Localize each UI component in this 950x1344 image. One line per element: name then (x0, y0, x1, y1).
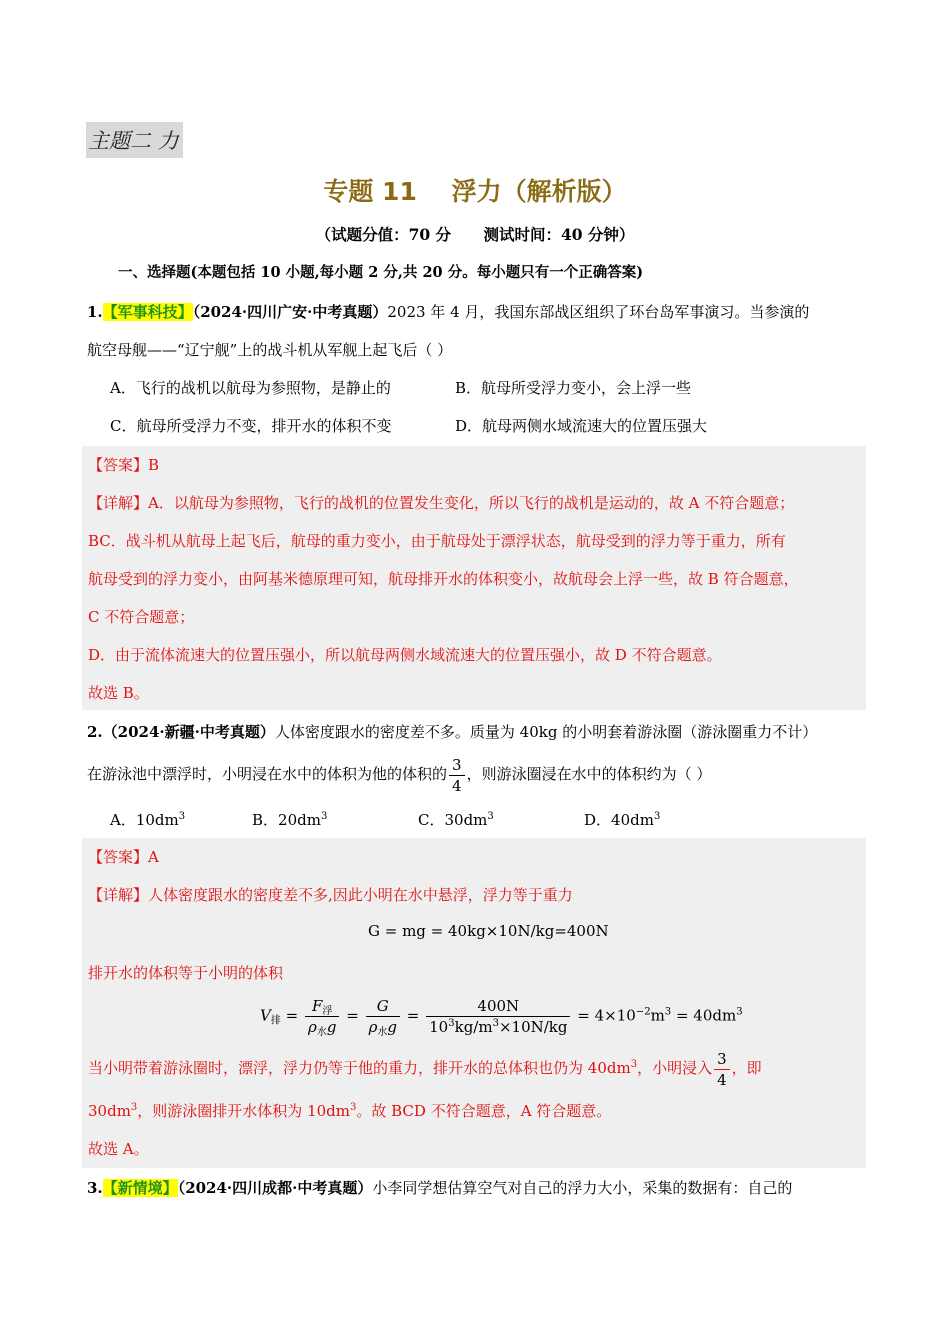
detail-4a-exp: 3 (130, 1102, 138, 1113)
question-1-detail-label: 【详解】 (88, 494, 149, 512)
question-2-detail-label: 【详解】 (88, 886, 149, 904)
detail-3b: ，小明浸入 (637, 1059, 713, 1077)
question-1-detail-4: C 不符合题意； (88, 608, 195, 626)
question-2-text-2b: ，则游泳圈浸在水中的体积约为（ ） (466, 765, 712, 783)
den-g: ×10N/kg (498, 1018, 568, 1036)
question-2-answer (88, 838, 159, 876)
result-1: = 4×10 (577, 1006, 636, 1025)
question-2-answer-value: A (148, 848, 159, 866)
question-1-detail-6: 故选 B。 (88, 684, 149, 702)
option-a-text: A．10dm (110, 811, 179, 829)
question-2-detail-5: 故选 A。 (88, 1140, 149, 1158)
question-2-answer-block (82, 838, 866, 1168)
detail-4b: ，则游泳圈排开水体积为 10dm (137, 1102, 350, 1120)
force-symbol: F (311, 997, 323, 1015)
question-3-text-1: 小李同学想估算空气对自己的浮力大小，采集的数据有：自己的 (372, 1179, 793, 1197)
question-2-detail-text-1: 人体密度跟水的密度差不多,因此小明在水中悬浮，浮力等于重力 (148, 886, 573, 904)
force-subscript: 浮 (322, 1006, 333, 1017)
question-2-detail-4 (88, 1092, 611, 1130)
question-1-detail-1 (88, 484, 794, 522)
question-1-detail-text-1: A．以航母为参照物，飞行的战机的位置发生变化，所以飞行的战机是运动的，故 A 不符合题意； (148, 494, 795, 512)
page-title: 专题 11 浮力（解析版） (323, 177, 627, 206)
question-1-number: 1. (87, 303, 103, 321)
question-2-option-b (252, 802, 327, 838)
question-2-option-c (418, 802, 494, 838)
formula-volume (260, 996, 743, 1037)
question-3-source: （2024·四川成都·中考真题） (177, 1179, 373, 1197)
option-c-exponent: 3 (487, 811, 494, 822)
detail-4b-exp: 3 (349, 1102, 357, 1113)
option-a-exponent: 3 (178, 811, 186, 822)
den-unit: kg/m (454, 1018, 493, 1036)
question-1-answer (88, 446, 159, 484)
detail-fraction-denominator: 4 (717, 1070, 727, 1089)
section-heading: 一、选择题(本题包括 10 小题,每小题 2 分,共 20 分。每小题只有一个正确答案) (118, 264, 644, 281)
question-2-text-2a: 在游泳池中漂浮时，小明浸在水中的体积为他的体积的 (87, 765, 448, 783)
question-2-option-a (110, 802, 185, 838)
detail-4c: 。故 BCD 不符合题意，A 符合题意。 (356, 1102, 612, 1120)
question-1-answer-label: 【答案】 (88, 456, 149, 474)
option-d-text: D．40dm (584, 811, 654, 829)
equals-1: = (285, 1006, 299, 1025)
question-1-detail-2: BC．战斗机从航母上起飞后，航母的重力变小，由于航母处于漂浮状态，航母受到的浮力等于重力，所有 (88, 532, 786, 550)
density-symbol-2: ρ (368, 1018, 378, 1036)
option-d-exponent: 3 (653, 811, 661, 822)
question-1-option-d: D．航母两侧水域流速大的位置压强大 (455, 417, 708, 435)
g-symbol-2: g (387, 1018, 397, 1036)
detail-fraction-numerator: 3 (714, 1049, 730, 1070)
option-c-text: C．30dm (418, 811, 488, 829)
density-symbol: ρ (307, 1018, 317, 1036)
question-2-text-1: 人体密度跟水的密度差不多。质量为 40kg 的小明套着游泳圈（游泳圈重力不计） (274, 723, 818, 741)
fraction-buoyancy (305, 996, 339, 1037)
question-2-line-1 (87, 714, 817, 750)
question-1-option-a: A．飞行的战机以航母为参照物，是静止的 (110, 379, 391, 397)
gravity-symbol: G (376, 997, 389, 1015)
question-1-option-c: C．航母所受浮力不变，排开水的体积不变 (110, 417, 392, 435)
question-1-detail-5: D．由于流体流速大的位置压强小，所以航母两侧水域流速大的位置压强小，故 D 不符合题意。 (88, 646, 722, 664)
option-b-text: B．20dm (252, 811, 321, 829)
question-1-line-1 (87, 294, 809, 330)
formula-gravity: G = mg = 40kg×10N/kg=400N (368, 922, 609, 940)
volume-subscript: 排 (270, 1015, 281, 1027)
question-3-tag: 【新情境】 (102, 1179, 178, 1197)
question-1-text-1: 2023 年 4 月，我国东部战区组织了环台岛军事演习。当参演的 (387, 303, 810, 321)
result-2: = 40dm (671, 1006, 737, 1025)
question-1-answer-value: B (148, 456, 160, 474)
volume-symbol: V (260, 1006, 271, 1025)
question-2-option-d (584, 802, 660, 838)
theme-heading: 主题二 力 (86, 122, 183, 158)
detail-3a: 当小明带着游泳圈时，漂浮，浮力仍等于他的重力，排开水的总体积也仍为 40dm (88, 1059, 631, 1077)
equals-3: = (406, 1006, 420, 1025)
question-1-line-2: 航空母舰——“辽宁舰”上的战斗机从军舰上起飞后（ ） (87, 341, 453, 359)
g-symbol: g (326, 1018, 337, 1036)
result-exp: −2 (635, 1006, 651, 1018)
fraction-numerator: 3 (449, 755, 465, 776)
question-2-detail-2: 排开水的体积等于小明的体积 (88, 964, 284, 982)
question-1-tag: 【军事科技】 (102, 303, 193, 321)
question-2-line-2 (87, 752, 711, 796)
fraction-denominator: 4 (452, 776, 462, 795)
density-subscript-2: 水 (377, 1027, 388, 1038)
question-1-answer-block (82, 446, 866, 710)
equals-2: = (346, 1006, 359, 1025)
fraction-gravity (366, 996, 400, 1037)
question-1-detail-3: 航母受到的浮力变小，由阿基米德原理可知，航母排开水的体积变小，故航母会上浮一些，故 B 符合题意， (88, 570, 799, 588)
detail-3c: ，即 (731, 1059, 762, 1077)
question-2-fraction (449, 755, 465, 796)
numeric-numerator: 400N (426, 996, 570, 1017)
option-b-exponent: 3 (320, 811, 328, 822)
detail-3-fraction (714, 1049, 730, 1090)
detail-4a: 30dm (88, 1102, 131, 1120)
question-2-number: 2. (87, 723, 103, 741)
density-subscript: 水 (316, 1027, 327, 1038)
question-3-number: 3. (87, 1179, 103, 1197)
question-2-detail-3 (88, 1046, 762, 1090)
result-unit-exp: 3 (664, 1006, 672, 1018)
den-exp: 3 (448, 1018, 455, 1029)
question-1-option-b: B．航母所受浮力变小，会上浮一些 (455, 379, 692, 397)
question-2-detail-1 (88, 876, 573, 914)
page-subtitle: （试题分值：70 分 测试时间：40 分钟） (315, 225, 635, 244)
fraction-numeric (426, 996, 570, 1037)
question-2-answer-label: 【答案】 (88, 848, 149, 866)
detail-3a-exp: 3 (630, 1059, 638, 1070)
result-2-exp: 3 (736, 1006, 743, 1018)
question-3-line-1 (87, 1170, 792, 1206)
question-2-source: （2024·新疆·中考真题） (102, 723, 275, 741)
den-base: 10 (429, 1018, 449, 1036)
den-unit-exp: 3 (492, 1018, 499, 1029)
result-unit: m (650, 1006, 665, 1025)
question-1-source: （2024·四川广安·中考真题） (192, 303, 388, 321)
